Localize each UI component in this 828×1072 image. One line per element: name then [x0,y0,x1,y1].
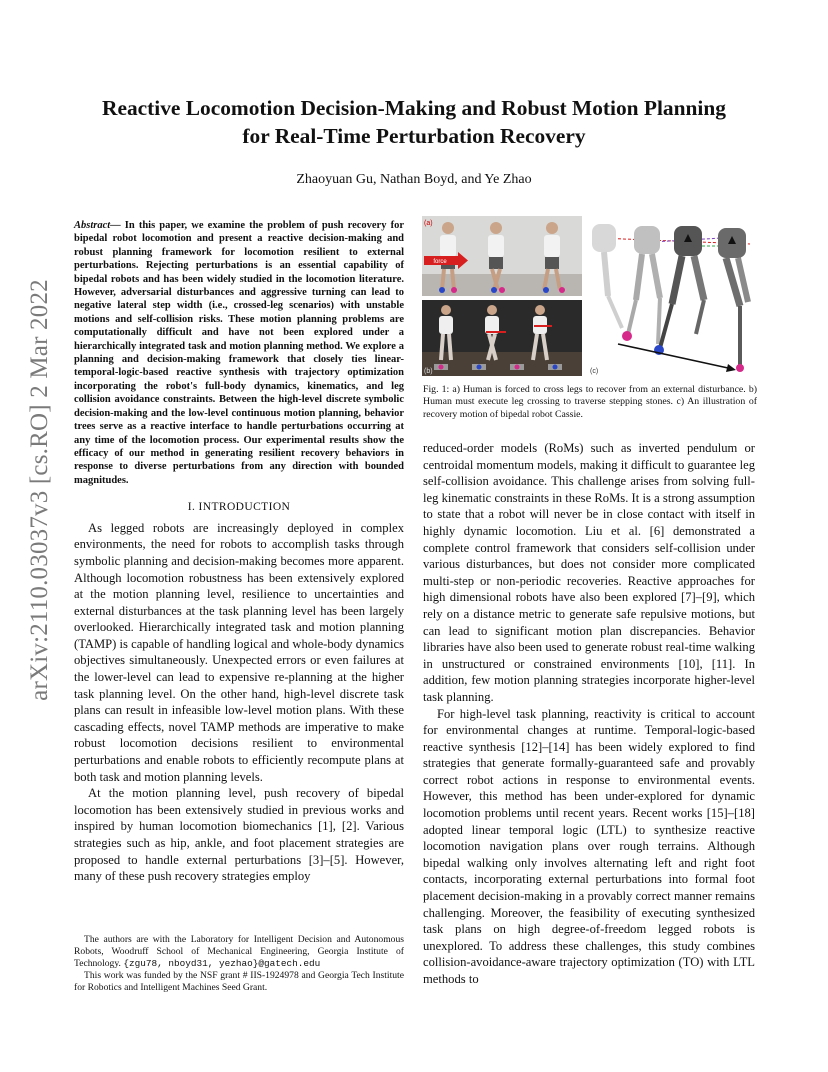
abstract-body: — In this paper, we examine the problem of push recovery for bipedal robot locomotion and present a reactive decision-making and robust planning framework for locomotion resilient to external perturbations. Rejecting perturbations is an essential capability of bipedal robots and has been widely studied in the locomotion literature. However, adversarial disturbances and aggressive turning can lead to negative lateral step width (i.e., crossed-leg scenarios) with unstable motions and self-collision risks. These motion planning problems are computationally difficult and have not been explored under a hierarchically integrated task and motion planning method. We explore a planning and decision-making framework that closely ties linear-temporal-logic-based reactive synthesis with trajectory optimization incorporating the robot's full-body dynamics, kinematics, and leg collision avoidance constraints. Between the high-level discrete symbolic decision-making and the low-level continuous motion planning, behavior trees serve as a reactive interface to handle perturbations occurring at any time of the locomotion process. Our experimental results show the efficacy of our method in generating resilient recovery behaviors in response to diverse perturbations from any direction with bounded magnitudes. [74,220,404,486]
section-heading: I. INTRODUCTION [187,501,291,514]
cassie-foot-magenta [622,331,632,341]
footnotes [74,934,404,994]
footnote-emails: {zgu78, nboyd31, yezhao}@gatech.edu [123,958,321,969]
left-column [74,219,404,885]
abstract-lead: Abstract [74,220,111,231]
footnote-affiliation: The authors are with the Laboratory for Intelligent Decision and Autonomous Robots, Woodruff School of Mechanical Engineering, Georgia Institute of Technology. {zgu78, nboyd31, yezhao}@gatech.edu [74,934,404,969]
title-line-2: for Real-Time Perturbation Recovery [242,124,586,148]
footnote-funding: This work was funded by the NSF grant # IIS-1924978 and Georgia Tech Institute for Robotics and Intelligent Machines Seed Grant. [74,970,404,993]
title-line-1: Reactive Locomotion Decision-Making and Robust Motion Planning [102,96,726,120]
figure-caption: Fig. 1: a) Human is forced to cross legs to recover from an external disturbance. b) Human must execute leg crossing to traverse stepping stones. c) An illustration of recovery motion of bipedal robot Cassie. [423,384,757,420]
panel-c-label: (c) [590,368,599,375]
figure-1 [422,216,758,376]
abstract [74,219,404,487]
force-label: force [433,259,447,265]
panel-a-label: (a) [424,220,433,227]
arxiv-stamp-text: arXiv:2110.03037v3 [cs.RO] 2 Mar 2022 [26,279,53,701]
author-list: Zhaoyuan Gu, Nathan Boyd, and Ye Zhao [296,172,532,187]
arxiv-stamp [20,279,60,701]
right-paragraph-1: reduced-order models (RoMs) such as inverted pendulum or centroidal momentum models, making it difficult to guarantee leg self-collision avoidance. This challenge arises from solving full-leg kinematic constraints in these RoMs. It is a strong assumption to state that a robot will never be in close contact with itself in highly dynamic locomotion. Liu et al. [6] demonstrated a complete control framework that considers self-collision under various disturbances, but does not consider more complicated multi-step or non-periodic recoveries. Reactive approaches for high dimensional robots have also been explored [7]–[9], which rely on a distance metric to generate safe repulsive motions, but can lead to significant motion plan discrepancies. Behavior libraries have also been used to generate robust real-time walking in unstructured or constrained environments [10], [11]. In addition, few motion planning strategies incorporate higher-level task planning. [423,441,755,704]
figure-1-graphic [422,216,758,376]
panel-b-label: (b) [424,368,433,375]
panel-c-robot [592,224,750,366]
paper-title [60,94,768,150]
right-column [423,440,755,988]
intro-paragraph-2: At the motion planning level, push recovery of bipedal locomotion has been extensively studied in previous works and inspired by human locomotion biomechanics [1], [2]. Various strategies such as hip, ankle, and foot placement strategies are proposed to handle external perturbations [3]–[5]. However, many of these push recovery strategies employ [74,786,404,884]
right-paragraph-2: For high-level task planning, reactivity is critical to account for environmental changes at runtime. Temporal-logic-based reactive synthesis [12]–[14] has been widely explored to find strategies that generate formally-guaranteed safe and provably correct robot actions in response to environmental events. However, this method has been under-explored for dynamic locomotion problems until recent years. Recent works [15]–[18] adopted linear temporal logic (LTL) to synthesize reactive locomotion navigation plans over rough terrains. Although bipedal walking only involves alternating left and right foot contacts, incorporating external perturbations into formal foot placement decision-making in a provably correct manner remains challenging. Moreover, the feasibility of executing synthesized task plans on high degree-of-freedom legged robots is unexplored. To address these challenges, this study combines collision-avoidance-aware trajectory optimization (TO) with LTL methods to [423,706,755,986]
intro-paragraph-1: As legged robots are increasingly deployed in complex environments, the need for robots to accomplish tasks through symbolic planning and decision-making becomes more apparent. Although locomotion robustness has been extensively explored at the motion planning level, resilience to uncertainties and external disturbances at the task planning level has been largely overlooked. Hierarchically integrated task and motion planning (TAMP) is capable of handling logical and whole-body dynamics objectives simultaneously. Unexpected errors or even failures at the lower-level can lead to expensive re-planning at the higher task planning level. On the other hand, high-level discrete task plans can result in infeasible low-level motion plans. With these cascading effects, novel TAMP methods are imperative to make robust locomotion decisions resilient to environmental perturbations and enable robots to efficiently recompute plans at both task and motion planning levels. [74,520,404,784]
motion-direction-arrow [618,344,736,372]
